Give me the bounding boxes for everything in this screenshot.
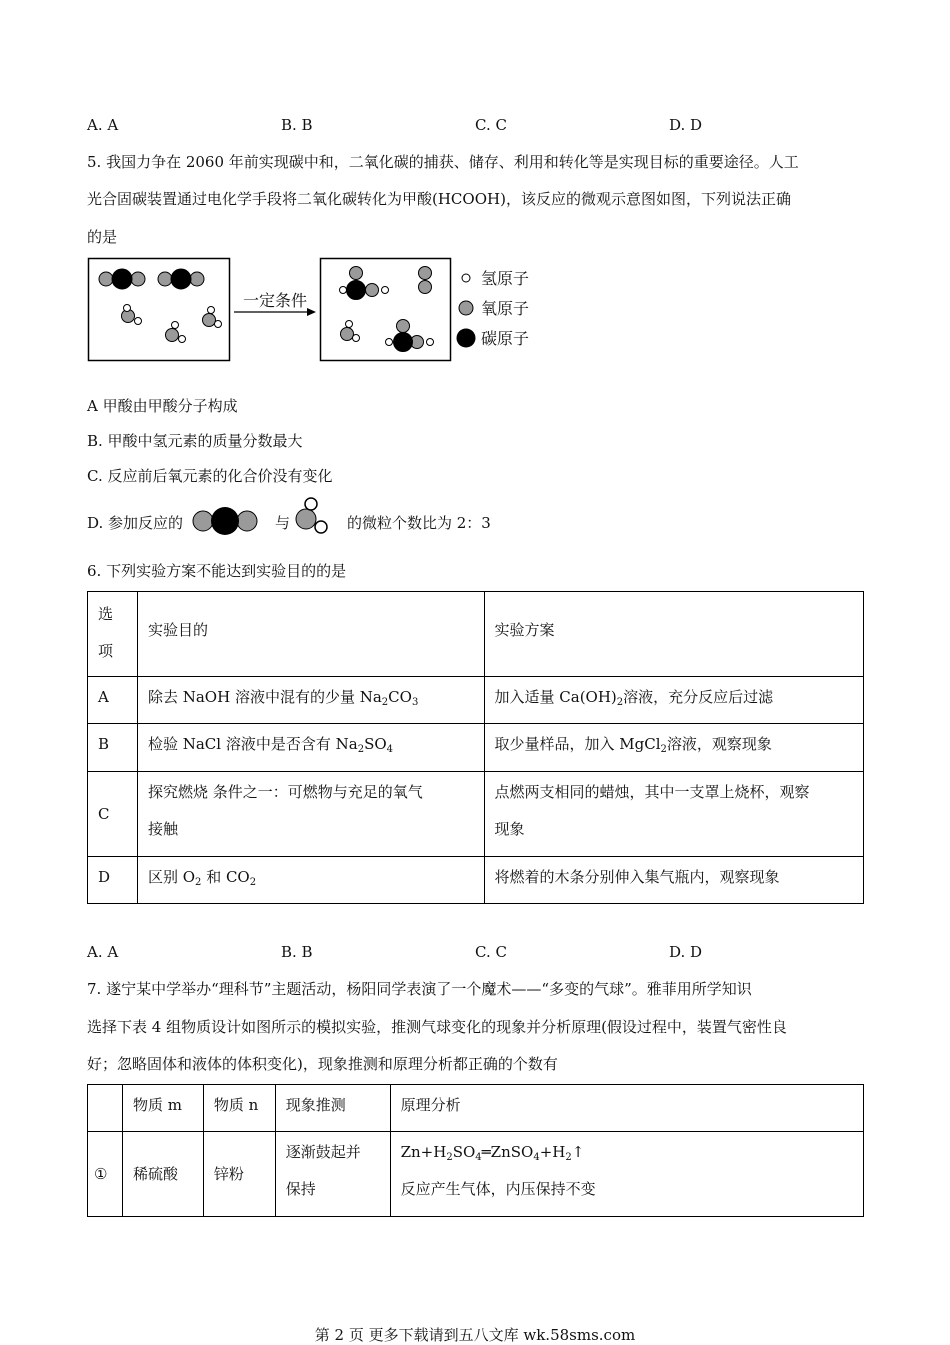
row-a-purpose: 除去 NaOH 溶液中混有的少量 $Na_2CO_3$ [137,677,484,724]
q7-stem-line2: 选择下表 4 组物质设计如图所示的模拟实验，推测气球变化的现象并分析原理(假设过程中，装置气密性良 [87,1018,787,1036]
hcooh-molecule [340,267,389,300]
q4-options [87,116,867,140]
reaction-micro-diagram [87,256,557,364]
legend-hydrogen-label: 氢原子 [481,269,530,288]
q5-option-d-prefix[interactable]: D. 参加反应的 [87,514,184,532]
header-phenomenon: 现象推测 [275,1085,390,1132]
q5-stem-line1: 5. 我国力争在 2060 年前实现碳中和，二氧化碳的捕获、储存、利用和转化等是实现目标的重要途径。人工 [87,153,799,171]
h2o-molecule [166,322,186,343]
q5-option-b[interactable]: B. 甲酸中氢元素的质量分数最大 [87,432,303,450]
q5-stem-line3: 的是 [87,228,118,246]
table-row [88,1132,864,1217]
row-b-purpose: 检验 NaCl 溶液中是否含有 $Na_2SO_4$ [137,724,484,772]
q5-option-c[interactable]: C. 反应前后氧元素的化合价没有变化 [87,467,333,485]
q6-option-a[interactable]: A. A [87,943,119,961]
row-1-substance-m: 稀硫酸 [122,1132,203,1217]
table-header-row [88,1085,864,1132]
oxygen-atom-icon [459,301,473,315]
q5-option-d-suffix: 的微粒个数比为 2：3 [347,514,491,532]
header-substance-n: 物质 n [203,1085,275,1132]
legend-carbon-label: 碳原子 [481,329,530,348]
row-c-purpose: 探究燃烧 条件之一：可燃物与充足的氧气 接触 [137,772,484,857]
row-c-plan: 点燃两支相同的蜡烛，其中一支罩上烧杯，观察 现象 [484,772,864,857]
q7-stem-line3: 好；忽略固体和液体的体积变化)，现象推测和原理分析都正确的个数有 [87,1055,558,1073]
q5-stem-line2: 光合固碳装置通过电化学手段将二氧化碳转化为甲酸(HCOOH)，该反应的微观示意图如图，下列说法正确 [87,190,791,208]
row-1-index: ① [88,1132,123,1217]
q6-table [87,591,864,904]
q6-stem: 6. 下列实验方案不能达到实验目的的是 [87,562,347,580]
hcooh-molecule [386,320,434,352]
h2o-molecule-inline-icon [292,495,332,537]
q7-stem-line1: 7. 遂宁某中学举办“理科节”主题活动，杨阳同学表演了一个魔术——“多变的气球”。雅菲用所学知识 [87,980,752,998]
header-option: 选项 [98,605,114,660]
q6-option-d[interactable]: D. D [669,943,703,961]
row-d-option: D [88,857,138,904]
q6-option-c[interactable]: C. C [475,943,507,961]
h2o-molecule [203,307,222,328]
row-d-plan: 将燃着的木条分别伸入集气瓶内，观察现象 [484,857,864,904]
table-header-row [88,592,864,677]
row-a-plan: 加入适量 $Ca(OH)_2$溶液，充分反应后过滤 [484,677,864,724]
page-footer: 第 2 页 更多下载请到五八文库 wk.58sms.com [314,1326,636,1344]
q5-option-d-and: 与 [275,514,291,532]
row-1-substance-n: 锌粉 [203,1132,275,1217]
co2-molecule [99,269,145,289]
arrow-condition-label: 一定条件 [242,291,308,310]
h2o-molecule [122,305,142,325]
table-row [88,772,864,857]
header-plan: 实验方案 [484,592,864,677]
row-1-equation: $Zn+H_2SO_4═ZnSO_4+H_2↑$ [400,1143,585,1163]
header-analysis: 原理分析 [390,1085,863,1132]
header-purpose: 实验目的 [137,592,484,677]
legend-oxygen-label: 氧原子 [481,299,530,318]
q5-option-a[interactable]: A 甲酸由甲酸分子构成 [87,397,238,415]
row-1-phenomenon: 逐渐鼓起并 保持 [275,1132,390,1217]
q4-option-c[interactable]: C. C [475,116,507,134]
q7-table [87,1084,864,1217]
table-row [88,724,864,772]
row-1-analysis: $Zn+H_2SO_4═ZnSO_4+H_2↑$ 反应产生气体，内压保持不变 [390,1132,863,1217]
q4-option-b[interactable]: B. B [281,116,313,134]
arrow-head-icon [307,308,316,316]
row-b-plan: 取少量样品，加入 MgCl$_2$溶液，观察现象 [484,724,864,772]
table-row [88,677,864,724]
q4-option-d[interactable]: D. D [669,116,703,134]
row-d-purpose: 区别 $O_2$ 和 $CO_2$ [137,857,484,904]
header-index [88,1085,123,1132]
row-b-option: B [88,724,138,772]
row-a-option: A [88,677,138,724]
hydrogen-atom-icon [462,274,470,282]
row-c-option: C [88,772,138,857]
carbon-atom-icon [457,329,476,348]
co2-molecule-inline-icon [191,506,259,538]
q4-option-a[interactable]: A. A [87,116,119,134]
h2o-molecule [341,321,360,342]
table-row [88,857,864,904]
q6-option-b[interactable]: B. B [281,943,313,961]
co2-molecule [158,269,204,289]
header-substance-m: 物质 m [122,1085,203,1132]
o2-molecule [419,267,432,294]
q6-options [87,943,867,967]
